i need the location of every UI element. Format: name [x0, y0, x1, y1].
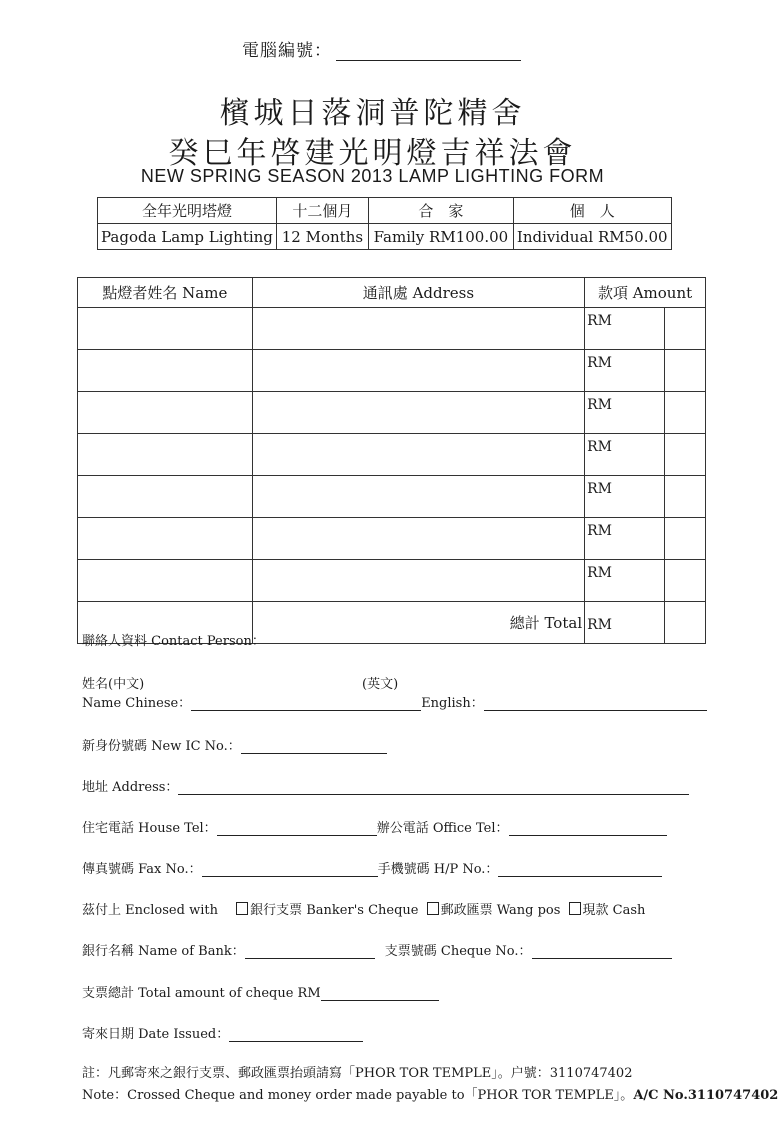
price-cell: 12 Months: [276, 224, 368, 250]
note-chinese: 註：凡郵寄來之銀行支票、郵政匯票抬頭請寫「PHOR TOR TEMPLE」。户號：3110747402: [82, 1066, 633, 1081]
fax-label: 傳真號碼 Fax No.：: [82, 862, 202, 877]
price-cell: 個 人: [513, 198, 671, 224]
wang-pos-label: 郵政匯票 Wang pos: [440, 903, 561, 918]
total-cheque-input[interactable]: [321, 986, 439, 1001]
address-cell[interactable]: [252, 476, 584, 518]
cents-cell[interactable]: [665, 560, 706, 602]
price-cell: Family RM100.00: [368, 224, 513, 250]
name-cell[interactable]: [78, 392, 253, 434]
address-cell[interactable]: [252, 308, 584, 350]
hp-label: 手機號碼 H/P No.：: [377, 862, 499, 877]
name-cell[interactable]: [78, 476, 253, 518]
account-number: A/C No.3110747402: [633, 1088, 778, 1103]
english-label: English：: [421, 696, 484, 711]
address-cell[interactable]: [252, 392, 584, 434]
name-cell[interactable]: [78, 434, 253, 476]
table-row: [78, 560, 706, 602]
total-cheque-row: [82, 982, 439, 1001]
cheque-no-label: 支票號碼 Cheque No.：: [384, 944, 532, 959]
date-issued-label: 寄來日期 Date Issued：: [82, 1027, 230, 1042]
address-label: 地址 Address：: [82, 780, 179, 795]
payment-row: [82, 899, 645, 918]
address-input[interactable]: [178, 780, 689, 795]
name-cn-label: 姓名(中文): [82, 677, 145, 692]
cents-cell[interactable]: [665, 308, 706, 350]
cents-cell[interactable]: [665, 350, 706, 392]
price-cell: Pagoda Lamp Lighting: [98, 224, 277, 250]
tel-row: [82, 817, 667, 836]
total-cents-cell[interactable]: [665, 602, 706, 644]
total-label: 總計 Total: [252, 602, 584, 644]
title-chinese-line2: 癸巳年啓建光明燈吉祥法會: [168, 136, 577, 171]
address-cell[interactable]: [252, 434, 584, 476]
name-cell[interactable]: [78, 518, 253, 560]
enclosed-label: 茲付上 Enclosed with: [82, 903, 218, 918]
cash-checkbox[interactable]: [569, 902, 581, 915]
rm-cell[interactable]: RM: [585, 350, 665, 392]
address-cell[interactable]: [252, 560, 584, 602]
price-cell: Individual RM50.00: [513, 224, 671, 250]
bank-label: 銀行名稱 Name of Bank：: [82, 944, 245, 959]
cents-cell[interactable]: [665, 518, 706, 560]
price-table: [97, 197, 672, 250]
wang-pos-checkbox[interactable]: [427, 902, 439, 915]
table-row: [78, 308, 706, 350]
note-english: [82, 1084, 778, 1103]
name-chinese-label: Name Chinese：: [82, 696, 192, 711]
lamp-table: [77, 277, 706, 644]
rm-cell[interactable]: RM: [585, 518, 665, 560]
rm-cell[interactable]: RM: [585, 308, 665, 350]
bankers-cheque-label: 銀行支票 Banker's Cheque: [250, 903, 419, 918]
header-amount: 款項 Amount: [585, 278, 706, 308]
cents-cell[interactable]: [665, 392, 706, 434]
computer-number-field: [242, 36, 521, 61]
name-english-input[interactable]: [484, 696, 707, 711]
title-english: NEW SPRING SEASON 2013 LAMP LIGHTING FORM: [140, 166, 605, 186]
ic-label: 新身份號碼 New IC No.：: [82, 739, 241, 754]
cheque-no-input[interactable]: [532, 944, 672, 959]
price-cell: 合 家: [368, 198, 513, 224]
header-name: 點燈者姓名 Name: [78, 278, 253, 308]
table-row: [78, 476, 706, 518]
fax-input[interactable]: [202, 862, 378, 877]
cents-cell[interactable]: [665, 476, 706, 518]
address-row: [82, 776, 689, 795]
address-cell[interactable]: [252, 518, 584, 560]
bank-row: [82, 940, 672, 959]
table-row: [78, 392, 706, 434]
date-row: [82, 1023, 363, 1042]
bankers-cheque-checkbox[interactable]: [236, 902, 248, 915]
name-row: [82, 692, 707, 711]
office-tel-label: 辦公電話 Office Tel：: [376, 821, 509, 836]
name-cell[interactable]: [78, 560, 253, 602]
contact-section-title: 聯絡人資料 Contact Person：: [82, 634, 265, 649]
fax-row: [82, 858, 662, 877]
bank-input[interactable]: [245, 944, 375, 959]
cash-label: 現款 Cash: [582, 903, 646, 918]
house-tel-label: 住宅電話 House Tel：: [82, 821, 217, 836]
price-cell: 十二個月: [276, 198, 368, 224]
table-row: [78, 434, 706, 476]
rm-cell[interactable]: RM: [585, 560, 665, 602]
office-tel-input[interactable]: [509, 821, 667, 836]
computer-number-label: 電腦編號：: [242, 41, 332, 61]
date-issued-input[interactable]: [229, 1027, 363, 1042]
house-tel-input[interactable]: [217, 821, 377, 836]
total-rm-cell[interactable]: RM: [585, 602, 665, 644]
price-cell: 全年光明塔燈: [98, 198, 277, 224]
computer-number-input[interactable]: [336, 46, 521, 61]
rm-cell[interactable]: RM: [585, 434, 665, 476]
rm-cell[interactable]: RM: [585, 476, 665, 518]
address-cell[interactable]: [252, 350, 584, 392]
name-chinese-input[interactable]: [191, 696, 421, 711]
table-row: [78, 518, 706, 560]
ic-row: [82, 735, 387, 754]
ic-input[interactable]: [241, 739, 387, 754]
note-english-text: Note：Crossed Cheque and money order made payable to「PHOR TOR TEMPLE」。: [82, 1088, 634, 1103]
cents-cell[interactable]: [665, 434, 706, 476]
title-chinese-line1: 檳城日落洞普陀精舍: [219, 96, 526, 131]
rm-cell[interactable]: RM: [585, 392, 665, 434]
name-en-label: (英文): [362, 677, 399, 692]
table-row: [78, 350, 706, 392]
name-cell[interactable]: [78, 350, 253, 392]
total-cheque-label: 支票總計 Total amount of cheque RM: [82, 986, 321, 1001]
header-address: 通訊處 Address: [252, 278, 584, 308]
name-cell[interactable]: [78, 308, 253, 350]
hp-input[interactable]: [498, 862, 662, 877]
